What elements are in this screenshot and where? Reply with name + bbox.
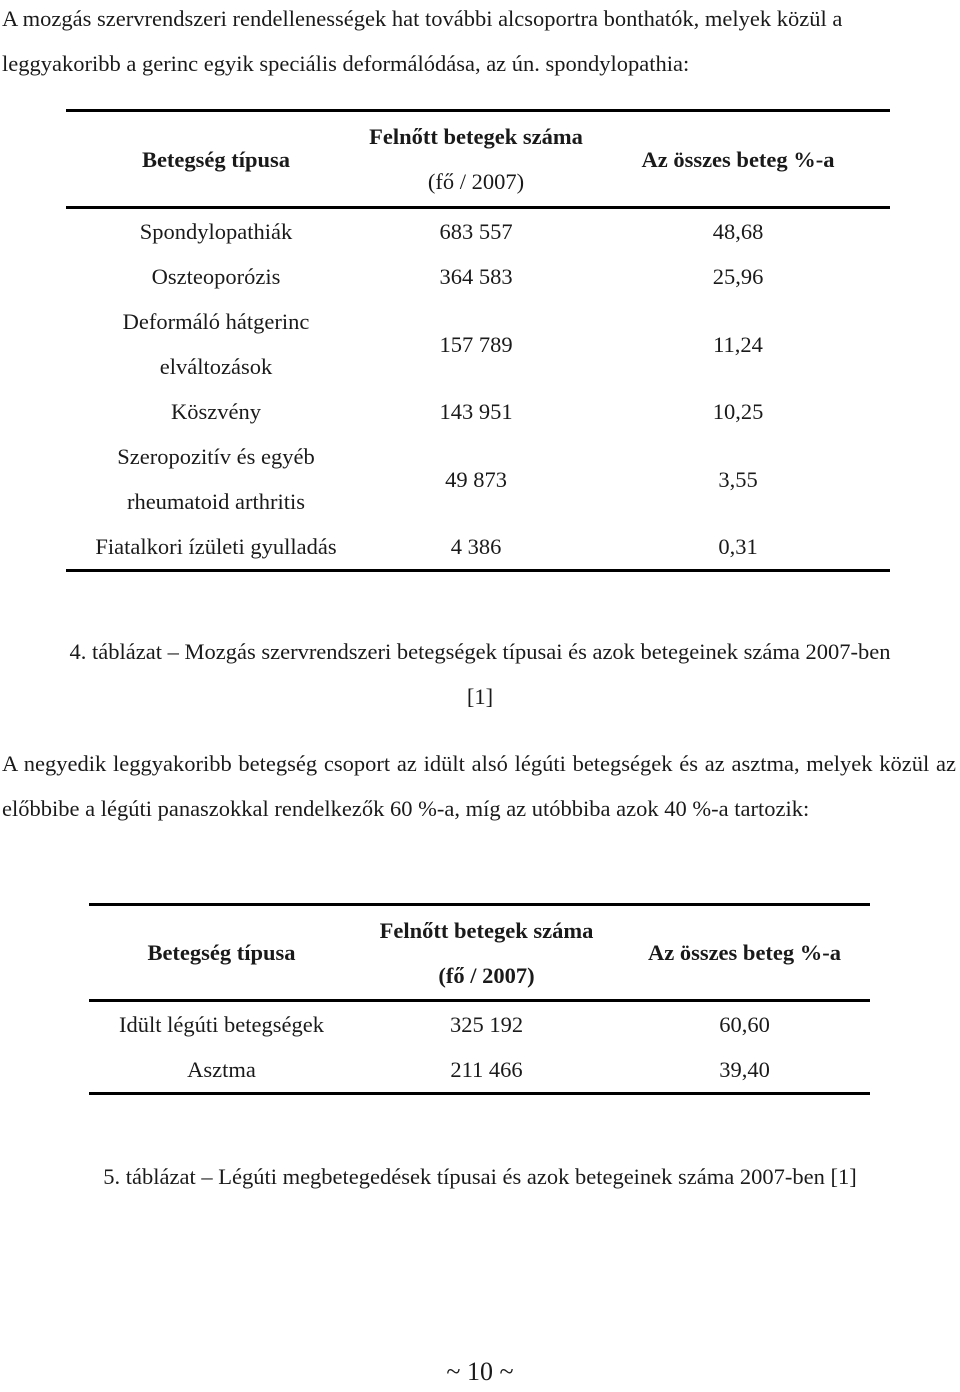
table-row — [66, 254, 890, 299]
table-musculoskeletal — [66, 109, 890, 572]
table-4-caption-line1: 4. táblázat – Mozgás szervrendszeri betegségek típusai és azok betegeinek száma 2007-ben — [69, 639, 891, 664]
header-patient-count-line1: Felnőtt betegek száma — [379, 917, 594, 943]
row-name-line2: elváltozások — [159, 354, 273, 379]
row-name-text: Oszteoporózis — [151, 264, 281, 289]
table-respiratory — [89, 903, 870, 1095]
table-row — [66, 299, 890, 389]
row-percentage: 48,68 — [712, 219, 764, 244]
table-header-row — [89, 905, 870, 1001]
row-percentage: 39,40 — [619, 1047, 870, 1094]
table-row — [66, 208, 890, 255]
row-count: 4 386 — [366, 524, 586, 571]
row-name: Asztma — [89, 1047, 354, 1094]
row-name-line1: Szeropozitív és egyéb — [117, 444, 315, 469]
respiratory-paragraph: A negyedik leggyakoribb betegség csoport az idült alsó légúti betegségek és az asztma, melyek közül az előbbibe a légúti panaszokkal rendelkezők 60 %-a, míg az utóbbiba azok 40 %-a tartozik: — [2, 751, 956, 821]
table-5-caption: 5. táblázat – Légúti megbetegedések típusai és azok betegeinek száma 2007-ben [1] — [103, 1164, 857, 1189]
row-percentage: 60,60 — [719, 1012, 770, 1037]
row-name-text: Köszvény — [171, 399, 261, 424]
row-count: 143 951 — [439, 399, 513, 424]
row-name-text: Spondylopathiák — [139, 219, 293, 244]
header-patient-count — [366, 111, 586, 208]
table-row — [89, 1047, 870, 1094]
header-percentage: Az összes beteg %-a — [586, 111, 890, 208]
row-count: 364 583 — [439, 264, 513, 289]
table-row — [66, 434, 890, 524]
header-patient-count — [354, 905, 619, 1001]
row-name-line2: rheumatoid arthritis — [126, 489, 306, 514]
row-name — [66, 389, 366, 434]
table-row — [89, 1001, 870, 1048]
row-count: 49 873 — [445, 466, 507, 492]
row-percentage: 25,96 — [712, 264, 764, 289]
row-name-text: Fiatalkori ízületi gyulladás — [95, 534, 337, 559]
row-count: 683 557 — [439, 219, 513, 244]
row-percentage: 0,31 — [586, 524, 890, 571]
table-header-row — [66, 111, 890, 208]
table-4-caption — [0, 629, 960, 719]
table-4-caption-line2: [1] — [466, 684, 494, 709]
row-name-line1: Deformáló hátgerinc — [122, 309, 310, 334]
header-percentage: Az összes beteg %-a — [619, 905, 870, 1001]
row-count: 325 192 — [449, 1012, 524, 1037]
page-number: ~ 10 ~ — [446, 1357, 514, 1386]
row-count: 211 466 — [354, 1047, 619, 1094]
row-name — [66, 208, 366, 255]
table-row — [66, 389, 890, 434]
intro-paragraph: A mozgás szervrendszeri rendellenességek hat további alcsoportra bonthatók, melyek közül a leggyakoribb a gerinc egyik speciális deformálódása, az ún. spondylopathia: — [2, 6, 843, 76]
row-name — [66, 254, 366, 299]
row-percentage: 10,25 — [712, 399, 764, 424]
header-disease-type: Betegség típusa — [89, 905, 354, 1001]
row-name — [66, 299, 366, 389]
header-patient-count-line2: (fő / 2007) — [438, 962, 535, 988]
row-percentage: 11,24 — [713, 331, 763, 357]
row-name — [66, 434, 366, 524]
header-disease-type: Betegség típusa — [66, 111, 366, 208]
table-row — [66, 524, 890, 571]
header-patient-count-line2: (fő / 2007) — [427, 169, 525, 194]
row-percentage: 3,55 — [718, 466, 758, 492]
row-name — [66, 524, 366, 571]
row-name: Idült légúti betegségek — [119, 1012, 324, 1037]
row-count: 157 789 — [439, 331, 513, 357]
header-patient-count-line1: Felnőtt betegek száma — [369, 124, 583, 149]
